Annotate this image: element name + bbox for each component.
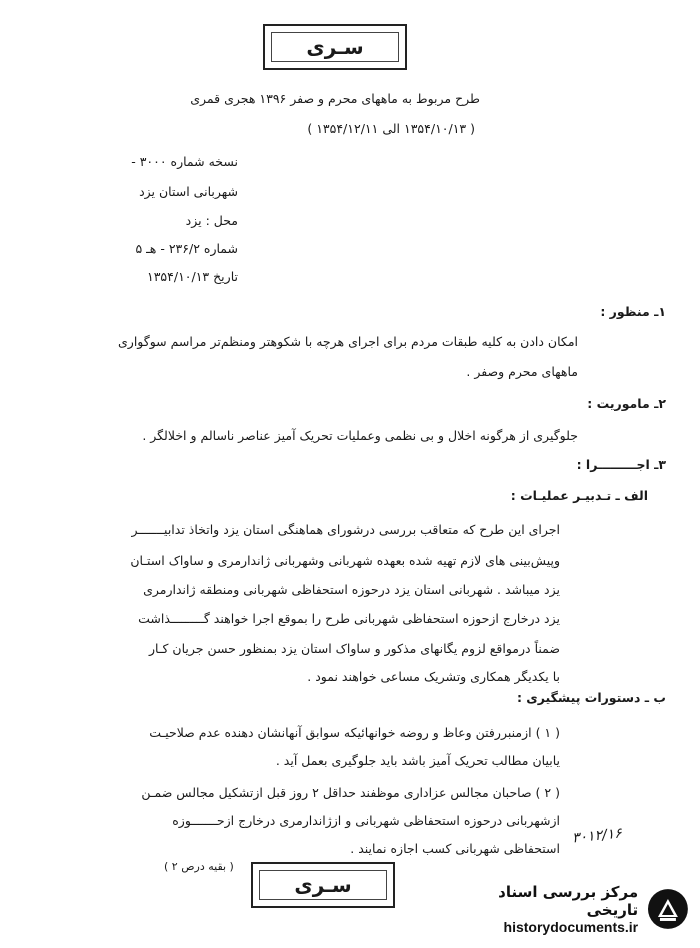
measures-line: ضمناً درمواقع لزوم یگانهای مذکور و ساواک استان یزد بمنظور حسن جریان کـار: [149, 641, 560, 656]
measures-line: یزد میباشد . شهربانی استان یزد درحوزه استحفاظی شهربانی ومنطقه ژاندارمری: [143, 582, 560, 597]
measures-line: با یکدیگر همکاری وتشریک مساعی خواهند نمود .: [307, 669, 560, 684]
watermark-text: [442, 883, 638, 935]
archive-logo-icon: [646, 887, 690, 931]
classification-stamp-top: [263, 24, 407, 70]
prevention-heading: ب ـ دستورات پیشگیری :: [516, 690, 666, 705]
copy-number: نسخه شماره ۳۰۰۰ -: [131, 154, 238, 169]
prevention-item: استحفاظی شهربانی کسب اجازه نمایند .: [350, 841, 560, 856]
measures-heading: الف ـ تـدبیـر عملیـات :: [510, 488, 648, 503]
classification-text: سـری: [294, 873, 352, 897]
measures-line: وپیش‌بینی های لازم تهیه شده بعهده شهربانی وشهربانی ژاندارمری و ساواک استـان: [130, 553, 560, 568]
mission-line: جلوگیری از هرگونه اخلال و بی نظمی وعملیات تحریک آمیز عناصر ناسالم و اخلالگر .: [142, 428, 578, 443]
purpose-line: ماههای محرم وصفر .: [466, 364, 578, 379]
doc-title: طرح مربوط به ماههای محرم و صفر ۱۳۹۶ هجری قمری: [190, 91, 480, 106]
measures-line: اجرای این طرح که متعاقب بررسی درشورای هماهنگی استان یزد واتخاذ تدابیـــــــر: [131, 522, 560, 537]
handwritten-signature: ۳۰۱۲/۱۶: [571, 825, 623, 847]
prevention-item: یابیان مطالب تحریک آمیز باشد باید جلوگیری بعمل آید .: [275, 753, 560, 768]
issuing-org: شهربانی استان یزد: [139, 184, 238, 199]
issue-date: تاریخ ۱۳۵۴/۱۰/۱۳: [147, 269, 238, 284]
archive-name: مرکز بررسی اسناد تاریخی: [498, 883, 639, 919]
continued-note: ( بقیه درص ۲ ): [164, 860, 234, 873]
execution-heading: ۳ـ اجـــــــــرا :: [576, 457, 666, 472]
prevention-item: ازشهربانی درحوزه استحفاظی شهربانی و ازژاندارمری درخارج ازحـــــــوزه: [172, 813, 560, 828]
classification-text: سـری: [306, 35, 364, 59]
place: محل : یزد: [185, 213, 238, 228]
prevention-item: ( ۲ ) صاحبان مجالس عزاداری موظفند حداقل ۲ روز قبل ازتشکیل مجالس ضمـن: [141, 785, 560, 800]
purpose-line: امکان دادن به کلیه طبقات مردم برای اجرای هرچه با شکوهتر ومنظم‌تر مراسم سوگواری: [118, 334, 578, 349]
archive-watermark: [442, 878, 690, 940]
measures-line: یزد درخارج ازحوزه استحفاظی شهربانی طرح را بموقع اجرا خواهند گـــــــــذاشت: [138, 611, 560, 626]
purpose-heading: ۱ـ منظور :: [600, 304, 666, 319]
prevention-item: ( ۱ ) ازمنبررفتن وعاظ و روضه خوانهائیکه سوابق آنهانشان دهنده عدم صلاحیـت: [149, 725, 560, 740]
mission-heading: ۲ـ ماموریت :: [587, 396, 666, 411]
doc-period: ( ۱۳۵۴/۱۰/۱۳ الی ۱۳۵۴/۱۲/۱۱ ): [307, 121, 475, 136]
classification-stamp-bottom: [251, 862, 395, 908]
reference-number: شماره ۲۳۶/۲ - هـ ۵: [135, 241, 238, 256]
archive-url: historydocuments.ir: [503, 919, 639, 935]
